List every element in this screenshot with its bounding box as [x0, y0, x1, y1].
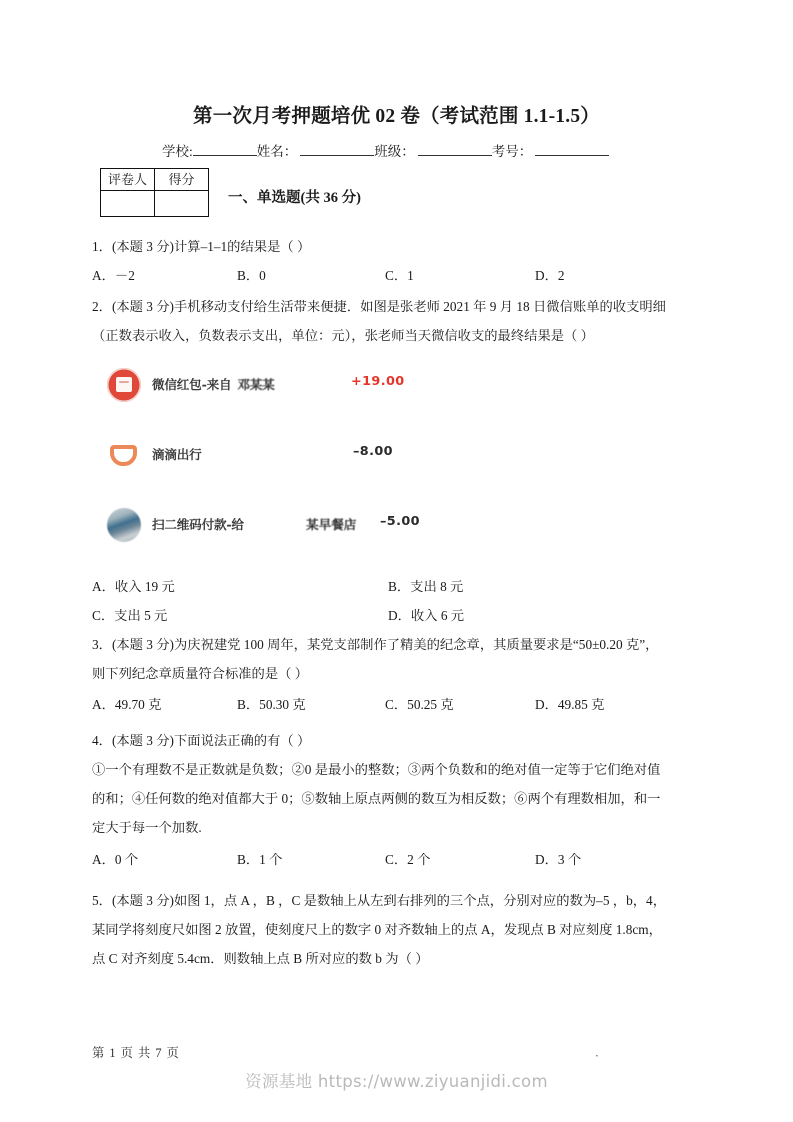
- score-header: 得分: [155, 169, 209, 191]
- option-b[interactable]: B．0: [237, 268, 266, 283]
- bill-row: [103, 436, 463, 482]
- bill-label: [152, 374, 275, 393]
- question-3-options: [92, 690, 704, 719]
- footer-dot: ．: [595, 1045, 608, 1059]
- question-5-text-line3: 点 C 对齐刻度 5.4cm．则数轴上点 B 所对应的数 b 为（ ）: [92, 951, 429, 966]
- option-a[interactable]: A．49.70 克: [92, 697, 162, 712]
- option-d[interactable]: D．3 个: [535, 852, 582, 867]
- option-d[interactable]: D．49.85 克: [535, 697, 605, 712]
- option-b[interactable]: B．1 个: [237, 852, 283, 867]
- page-indicator: 第 1 页 共 7 页: [92, 1046, 180, 1060]
- section-heading: 一、单选题(共 36 分): [228, 190, 361, 206]
- question-5-text-line2: 某同学将刻度尺如图 2 放置，使刻度尺上的数字 0 对齐数轴上的点 A，发现点 B 对应刻度 1.8cm，: [92, 922, 662, 937]
- option-c[interactable]: C．支出 5 元: [92, 608, 168, 623]
- bill-label: [152, 514, 244, 533]
- bill-amount: –8.00: [353, 444, 393, 459]
- bill-amount: +19.00: [351, 374, 405, 389]
- score-cell[interactable]: [155, 191, 209, 217]
- question-1-text: 1．(本题 3 分)计算–1–1的结果是（ ）: [92, 239, 311, 254]
- wechat-red-packet-icon: [107, 368, 141, 402]
- question-3-text-line1: 3．(本题 3 分)为庆祝建党 100 周年，某党支部制作了精美的纪念章，其质量要求是“50±0.20 克”，: [92, 637, 659, 652]
- bill-row: [103, 366, 463, 412]
- class-label: 班级：: [374, 144, 415, 159]
- option-a[interactable]: A．收入 19 元: [92, 579, 175, 594]
- question-4-text-line1: 4．(本题 3 分)下面说法正确的有（ ）: [92, 733, 311, 748]
- question-3-text-line2: 则下列纪念章质量符合标准的是（ ）: [92, 666, 309, 681]
- question-4-options: [92, 845, 704, 874]
- bill-label-text: 滴滴出行: [152, 447, 202, 462]
- redacted-name: 邓某某: [237, 377, 275, 392]
- watermark: 资源基地 https://www.ziyuanjidi.com: [245, 1072, 548, 1091]
- name-blank[interactable]: [300, 142, 374, 156]
- question-2-options-row1: [92, 572, 704, 601]
- option-a[interactable]: A．0 个: [92, 852, 139, 867]
- didi-chuxing-icon: [107, 438, 141, 472]
- question-2-stem: [92, 292, 704, 350]
- class-blank[interactable]: [418, 142, 492, 156]
- question-2-options-row2: [92, 601, 704, 630]
- bill-amount: –5.00: [380, 514, 420, 529]
- option-b[interactable]: B．50.30 克: [237, 697, 306, 712]
- school-blank[interactable]: [193, 142, 257, 156]
- question-1-stem: [92, 232, 704, 261]
- wechat-bill-figure: [103, 362, 463, 562]
- bill-label-text: 微信红包-来自: [152, 377, 232, 392]
- school-label: 学校:: [162, 144, 193, 159]
- reviewer-cell[interactable]: [101, 191, 155, 217]
- redacted-merchant: 某早餐店: [306, 517, 357, 532]
- bill-label-text: 扫二维码付款-给: [152, 517, 244, 532]
- reviewer-header: 评卷人: [101, 169, 155, 191]
- question-4-text-line2: ①一个有理数不是正数就是负数；②0 是最小的整数；③两个负数和的绝对值一定等于它们绝对值: [92, 762, 661, 777]
- option-b[interactable]: B．支出 8 元: [388, 579, 464, 594]
- question-1-options: [92, 261, 704, 290]
- bill-label: [152, 444, 202, 463]
- question-3-stem: [92, 630, 704, 688]
- question-4-text-line3: 的和；④任何数的绝对值都大于 0；⑤数轴上原点两侧的数互为相反数；⑥两个有理数相加，和一: [92, 791, 661, 806]
- question-4-stem: [92, 726, 704, 842]
- question-2-text-line1: 2．(本题 3 分)手机移动支付给生活带来便捷．如图是张老师 2021 年 9 月 18 日微信账单的收支明细: [92, 299, 666, 314]
- option-c[interactable]: C．1: [385, 268, 414, 283]
- merchant-photo-avatar-icon: [107, 508, 141, 542]
- option-c[interactable]: C．2 个: [385, 852, 431, 867]
- question-4-text-line4: 定大于每一个加数.: [92, 820, 202, 835]
- student-info-line: [162, 140, 642, 160]
- exam-no-blank[interactable]: [535, 142, 609, 156]
- name-label: 姓名：: [256, 144, 298, 159]
- option-c[interactable]: C．50.25 克: [385, 697, 454, 712]
- question-5-stem: [92, 886, 704, 973]
- option-a[interactable]: A．－2: [92, 268, 135, 283]
- exam-no-label: 考号：: [491, 144, 533, 159]
- scorer-table: [100, 168, 209, 217]
- option-d[interactable]: D．2: [535, 268, 565, 283]
- question-5-text-line1: 5．(本题 3 分)如图 1，点 A ，B ，C 是数轴上从左到右排列的三个点，分别对应的数为–5 ，b，4，: [92, 893, 666, 908]
- table-row: [101, 191, 209, 217]
- question-2-text-line2: （正数表示收入，负数表示支出，单位：元），张老师当天微信收支的最终结果是（ ）: [92, 328, 594, 343]
- option-d[interactable]: D．收入 6 元: [388, 608, 465, 623]
- page-title: 第一次月考押题培优 02 卷（考试范围 1.1-1.5）: [193, 106, 600, 127]
- table-row: [101, 169, 209, 191]
- bill-row: [103, 506, 463, 552]
